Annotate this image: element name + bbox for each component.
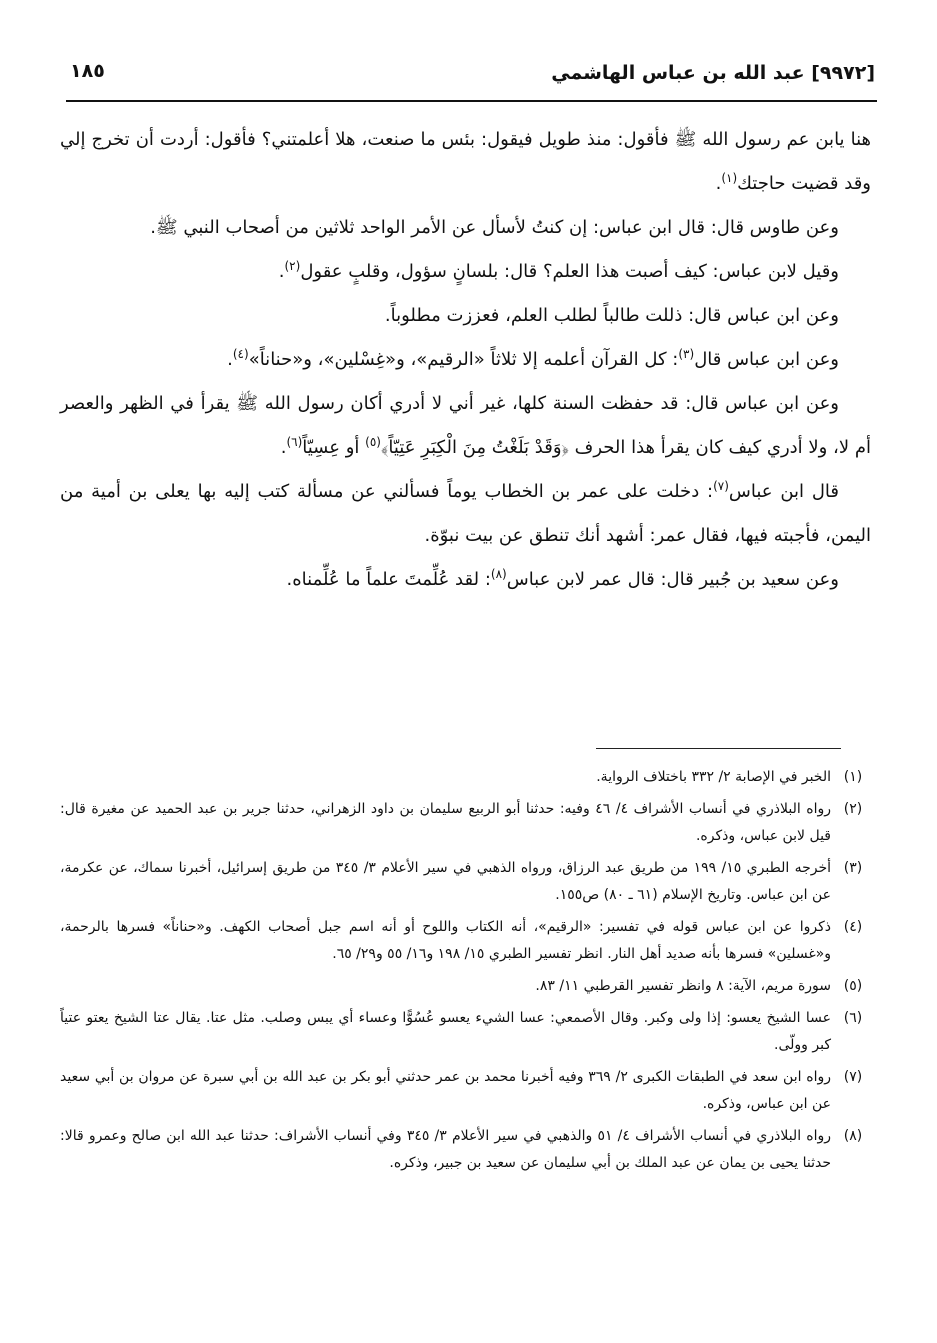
text-segment: هنا يابن عم رسول الله ﷺ فأقول: منذ طويل فيقول: بئس ما صنعت، هلا أعلمتني؟ فأقول: أردت أن تخرج إلي وقد قضيت حاجتك xyxy=(60,129,871,194)
footnote-ref: (٤) xyxy=(232,347,249,361)
text-segment: . xyxy=(715,173,722,194)
text-segment: . xyxy=(280,437,287,458)
footnote-text: الخبر في الإصابة ٢/ ٣٣٢ باختلاف الرواية. xyxy=(596,769,831,785)
text-segment: : كل القرآن أعلمه إلا ثلاثاً «الرقيم»، و«غِسْلين»، و«حناناً» xyxy=(248,349,679,370)
footnote-separator xyxy=(596,748,841,749)
footnote-number: (٣) xyxy=(843,860,863,876)
footnote-text: عسا الشيخ يعسو: إذا ولى وكبر. وقال الأصمعي: عسا الشيء يعسو عُسُوًّا وعساء أي يبس وصلب. مثل عتا. يقال عتا الشيخ يعتو عتياً كبر وولّى. xyxy=(60,1010,831,1053)
paragraph xyxy=(60,338,871,382)
footnote xyxy=(60,973,871,1000)
footnote-number: (٤) xyxy=(843,919,863,935)
footnote-number: (٢) xyxy=(843,801,863,817)
footnote-ref: (١) xyxy=(721,171,738,185)
footnote xyxy=(60,796,871,850)
text-segment: وعن ابن عباس قال: ذللت طالباً لطلب العلم، فعززت مطلوباً. xyxy=(384,305,839,326)
footnote-text: ذكروا عن ابن عباس قوله في تفسير: «الرقيم»، أنه الكتاب واللوح أو أنه اسم جبل أصحاب الكهف. و«حناناً» فسرها بالرحمة، و«غسلين» فسرها بأنه صديد أهل النار. انظر تفسير الطبري ١٥/ ١٩٨ و١٦/ ٥٥ و٢٩/ ٦٥. xyxy=(60,919,831,962)
footnote-text: أخرجه الطبري ١٥/ ١٩٩ من طريق عبد الرزاق، ورواه الذهبي في سير الأعلام ٣/ ٣٤٥ من طريق إسرائيل، أخبرنا سماك، عن عكرمة، عن ابن عباس. وتاريخ الإسلام (٦١ ـ ٨٠) ص١٥٥. xyxy=(60,860,832,903)
running-title: [٩٩٧٢] عبد الله بن عباس الهاشمي xyxy=(551,62,875,84)
footnote-ref: (٧) xyxy=(713,479,729,493)
text-segment: وقيل لابن عباس: كيف أصبت هذا العلم؟ قال: بلسانٍ سؤول، وقلبٍ عقول xyxy=(300,261,839,282)
footnote-ref: (٥) xyxy=(365,435,381,449)
text-segment: وعن ابن عباس قال: قد حفظت السنة كلها، غير أني لا أدري أكان رسول الله ﷺ يقرأ في الظهر والعصر أم لا، ولا أدري كيف كان يقرأ هذا الحرف ﴿وَقَدْ بَلَغْتُ مِنَ الْكِبَرِ عَتِيّاً﴾ xyxy=(60,393,871,458)
footnote-ref: (٣) xyxy=(678,347,695,361)
footnote-number: (٦) xyxy=(843,1010,863,1026)
paragraph xyxy=(60,382,871,470)
page-header xyxy=(66,56,877,102)
footnote-ref: (٦) xyxy=(286,435,303,449)
text-segment: . xyxy=(227,349,233,370)
footnote xyxy=(60,764,871,791)
footnote xyxy=(60,1123,871,1177)
paragraph xyxy=(60,250,871,294)
text-segment: وعن سعيد بن جُبير قال: قال عمر لابن عباس xyxy=(506,569,839,590)
footnote-text: سورة مريم، الآية: ٨ وانظر تفسير القرطبي ١١/ ٨٣. xyxy=(535,978,831,994)
text-segment: وعن طاوس قال: قال ابن عباس: إن كنتُ لأسأل عن الأمر الواحد ثلاثين من أصحاب النبي ﷺ. xyxy=(150,217,839,238)
text-segment: قال ابن عباس xyxy=(728,481,840,502)
text-segment: . xyxy=(278,261,285,282)
footnote xyxy=(60,1005,871,1059)
footnote-text: رواه البلاذري في أنساب الأشراف ٤/ ٥١ والذهبي في سير الأعلام ٣/ ٣٤٥ وفي أنساب الأشراف: حدثنا عبد الله ابن صالح وعمرو قالا: حدثنا يحيى بن يمان عن عبد الملك بن أبي سليمان عن سعيد بن جبير، وذكره. xyxy=(60,1128,831,1171)
main-text xyxy=(60,118,871,602)
page-number: ١٨٥ xyxy=(70,60,105,82)
paragraph xyxy=(60,206,871,250)
footnote-text: رواه ابن سعد في الطبقات الكبرى ٢/ ٣٦٩ وفيه أخبرنا محمد بن عمر حدثني أبو بكر بن عبد الله بن أبي سبرة عن مروان بن أبي سعيد عن ابن عباس، وذكره. xyxy=(60,1069,831,1112)
footnote-ref: (٢) xyxy=(284,259,301,273)
footnote xyxy=(60,1064,871,1118)
text-segment: أو عِسِيّاً xyxy=(302,437,366,458)
text-segment: وعن ابن عباس قال xyxy=(694,349,839,370)
text-segment: : لقد عُلِّمتَ علماً ما عُلِّمناه. xyxy=(286,569,491,590)
footnote-number: (٧) xyxy=(843,1069,863,1085)
footnotes-section xyxy=(60,764,871,1182)
paragraph xyxy=(60,118,871,206)
footnote-ref: (٨) xyxy=(490,567,507,581)
footnote xyxy=(60,855,871,909)
paragraph xyxy=(60,294,871,338)
footnote-number: (٨) xyxy=(843,1128,863,1144)
paragraph xyxy=(60,470,871,558)
paragraph xyxy=(60,558,871,602)
footnote-number: (٥) xyxy=(843,978,863,994)
footnote xyxy=(60,914,871,968)
footnote-number: (١) xyxy=(843,769,863,785)
text-segment: : دخلت على عمر بن الخطاب يوماً فسألني عن مسألة كتب إليه بها يعلى بن أمية من اليمن، فأجبته فيها، فقال عمر: أشهد أنك تنطق عن بيت نبوّة. xyxy=(60,481,871,546)
footnote-text: رواه البلاذري في أنساب الأشراف ٤/ ٤٦ وفيه: حدثنا أبو الربيع سليمان بن داود الزهراني، حدثنا جرير بن عبد الحميد عن مغيرة قال: قيل لابن عباس، وذكره. xyxy=(60,801,831,844)
